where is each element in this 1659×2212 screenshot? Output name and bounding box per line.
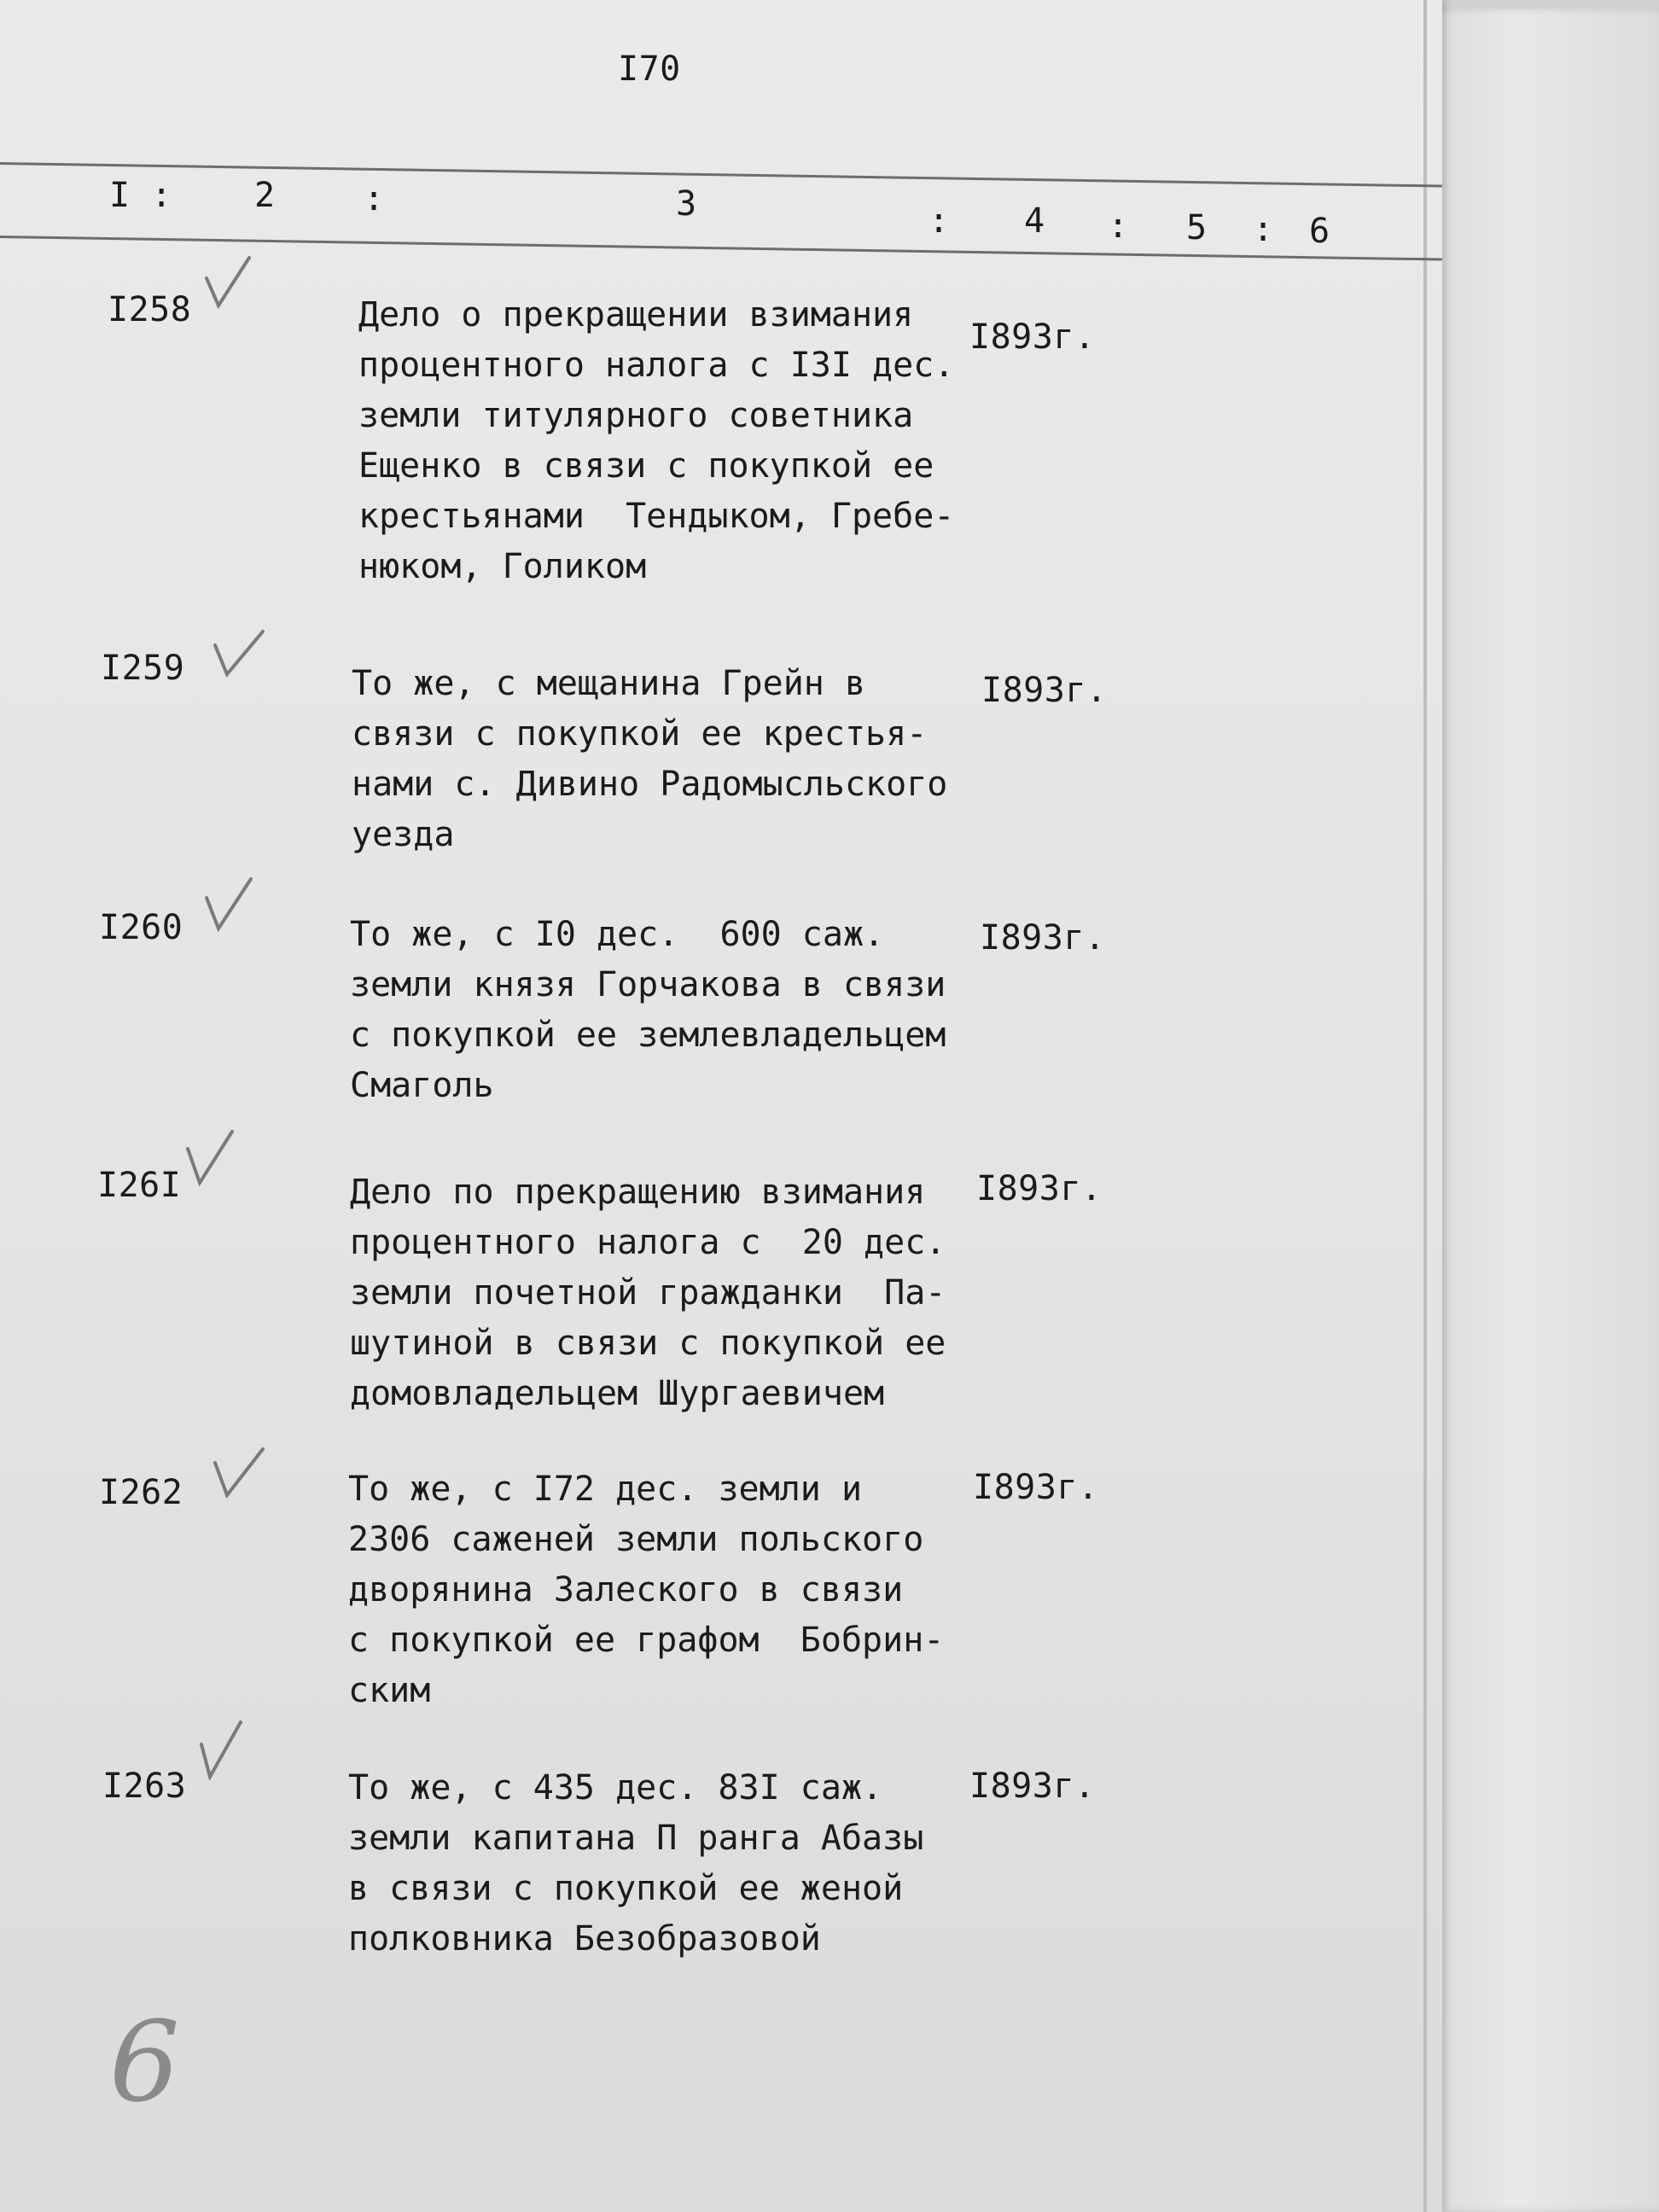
- entry-date: I893г.: [980, 918, 1106, 958]
- entry-date: I893г.: [976, 1169, 1103, 1208]
- entry-number: I263: [102, 1767, 187, 1806]
- description-line: процентного налога с 20 дес.: [350, 1223, 946, 1262]
- description-line: То же, с 435 дес. 83I саж.: [348, 1768, 883, 1807]
- entry-description: [358, 290, 1007, 592]
- entry-number: I262: [99, 1473, 183, 1512]
- header-col-1: I :: [109, 176, 172, 215]
- entry-number: I259: [101, 649, 185, 688]
- description-line: То же, с I0 дес. 600 саж.: [350, 915, 885, 954]
- description-line: земли титулярного советника: [358, 396, 914, 435]
- checkmark-icon: [200, 253, 259, 312]
- entry-date: I893г.: [969, 317, 1096, 357]
- entry-description: [348, 1464, 997, 1716]
- entry-number: I26I: [97, 1166, 182, 1205]
- entry-date: I893г.: [981, 671, 1108, 710]
- header-sep-c: :: [1108, 207, 1129, 246]
- description-line: нюком, Голиком: [358, 547, 647, 586]
- description-line: полковника Безобразовой: [348, 1919, 821, 1959]
- description-line: в связи с покупкой ее женой: [348, 1869, 904, 1908]
- entry-date: I893г.: [969, 1767, 1096, 1806]
- page-edge: [1423, 0, 1427, 2212]
- handwritten-sheet-count: 6: [109, 1997, 180, 2127]
- header-sep-b: :: [928, 201, 950, 241]
- header-col-2: 2: [254, 176, 276, 215]
- description-line: ским: [348, 1671, 431, 1710]
- header-col-5: 5: [1186, 208, 1208, 247]
- description-line: домовладельцем Шургаевичем: [350, 1374, 885, 1413]
- description-line: То же, с мещанина Грейн в: [352, 664, 866, 703]
- header-col-4: 4: [1024, 201, 1045, 241]
- description-line: с покупкой ее графом Бобрин-: [348, 1621, 945, 1660]
- description-line: нами с. Дивино Радомысльского: [352, 765, 948, 804]
- description-line: процентного налога с I3I дес.: [358, 346, 955, 385]
- description-line: Ещенко в связи с покупкой ее: [358, 446, 934, 486]
- description-line: с покупкой ее землевладельцем: [350, 1016, 946, 1055]
- checkmark-icon: [210, 623, 270, 683]
- description-line: земли почетной гражданки Па-: [350, 1273, 946, 1313]
- header-sep-d: :: [1253, 210, 1274, 249]
- entry-description: [348, 1763, 997, 1965]
- entry-description: [350, 910, 998, 1111]
- page-number: I70: [618, 49, 681, 89]
- entry-number: I258: [108, 290, 192, 329]
- description-line: крестьянами Тендыком, Гребе-: [358, 497, 955, 536]
- checkmark-icon: [210, 1444, 270, 1504]
- entry-number: I260: [99, 908, 183, 947]
- description-line: Смаголь: [350, 1066, 494, 1105]
- description-line: связи с покупкой ее крестья-: [352, 714, 928, 754]
- entry-description: [350, 1167, 998, 1419]
- checkmark-icon: [200, 876, 259, 935]
- description-line: шутиной в связи с покупкой ее: [350, 1324, 946, 1363]
- header-top-rule: [0, 162, 1442, 188]
- description-line: земли князя Горчакова в связи: [350, 965, 946, 1004]
- description-line: Дело о прекращении взимания: [358, 295, 914, 335]
- checkmark-icon: [179, 1128, 239, 1188]
- description-line: уезда: [352, 815, 455, 854]
- header-col-3: 3: [676, 184, 697, 224]
- header-col-6: 6: [1309, 212, 1330, 251]
- back-sheet: [1417, 9, 1659, 2212]
- description-line: То же, с I72 дес. земли и: [348, 1470, 863, 1509]
- description-line: земли капитана П ранга Абазы: [348, 1819, 924, 1858]
- header-sep-a: :: [364, 179, 385, 218]
- description-line: дворянина Залеского в связи: [348, 1570, 904, 1610]
- description-line: Дело по прекращению взимания: [350, 1173, 926, 1212]
- entry-description: [352, 659, 1000, 860]
- checkmark-icon: [191, 1720, 251, 1780]
- entry-date: I893г.: [973, 1468, 1099, 1507]
- description-line: 2306 саженей земли польского: [348, 1520, 924, 1559]
